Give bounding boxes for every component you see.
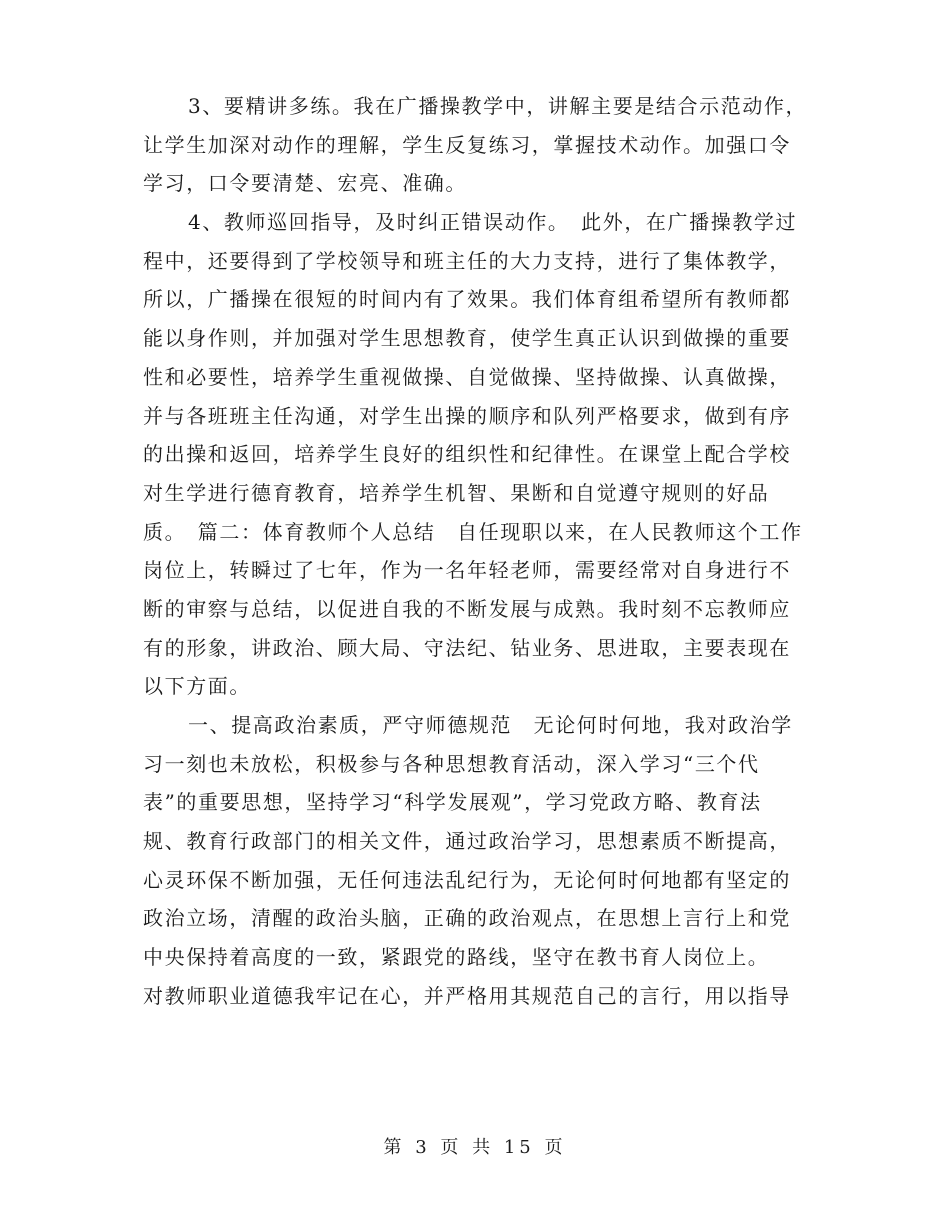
- text-line: 质。 篇二：体育教师个人总结 自任现职以来，在人民教师这个工作: [143, 519, 803, 544]
- text-line: 政治立场，清醒的政治头脑，正确的政治观点，在思想上言行上和党: [143, 906, 791, 931]
- text-line: 的出操和返回，培养学生良好的组织性和纪律性。在课堂上配合学校: [143, 442, 791, 467]
- text-line: 3、要精讲多练。我在广播操教学中，讲解主要是结合示范动作，: [188, 94, 808, 118]
- page-number-footer: 第 3 页 共 15 页: [383, 1137, 567, 1158]
- text-line: 所以，广播操在很短的时间内有了效果。我们体育组希望所有教师都: [143, 287, 791, 312]
- text-line: 对教师职业道德我牢记在心，并严格用其规范自己的言行，用以指导: [143, 983, 791, 1008]
- text-line: 让学生加深对动作的理解，学生反复练习，掌握技术动作。加强口令: [143, 132, 791, 157]
- text-line: 表”的重要思想，坚持学习“科学发展观”，学习党政方略、教育法: [143, 790, 762, 815]
- text-line: 习一刻也未放松，积极参与各种思想教育活动，深入学习“三个代: [143, 751, 760, 776]
- text-line: 对生学进行德育教育，培养学生机智、果断和自觉遵守规则的好品: [143, 480, 770, 505]
- document-body: [143, 87, 808, 1016]
- text-line: 学习，口令要清楚、宏亮、准确。: [143, 171, 467, 196]
- text-line: 一、提高政治素质，严守师德规范 无论何时何地，我对政治学: [188, 713, 793, 737]
- text-line: 规、教育行政部门的相关文件，通过政治学习，思想素质不断提高，: [143, 829, 791, 854]
- text-line: 并与各班班主任沟通，对学生出操的顺序和队列严格要求，做到有序: [143, 403, 791, 428]
- text-line: 岗位上，转瞬过了七年，作为一名年轻老师，需要经常对自身进行不: [143, 558, 791, 583]
- text-line: 有的形象，讲政治、顾大局、守法纪、钻业务、思进取，主要表现在: [143, 635, 791, 660]
- text-line: 断的审察与总结，以促进自我的不断发展与成熟。我时刻不忘教师应: [143, 596, 791, 621]
- text-line: 程中，还要得到了学校领导和班主任的大力支持，进行了集体教学，: [143, 248, 791, 273]
- text-line: 中央保持着高度的一致，紧跟党的路线，坚守在教书育人岗位上。: [143, 945, 770, 970]
- text-line: 性和必要性，培养学生重视做操、自觉做操、坚持做操、认真做操，: [143, 364, 791, 389]
- text-line: 以下方面。: [143, 674, 251, 699]
- text-line: 能以身作则，并加强对学生思想教育，使学生真正认识到做操的重要: [143, 326, 791, 351]
- text-line: 4、教师巡回指导，及时纠正错误动作。 此外，在广播操教学过: [188, 210, 798, 235]
- text-line: 心灵环保不断加强，无任何违法乱纪行为，无论何时何地都有坚定的: [143, 867, 791, 892]
